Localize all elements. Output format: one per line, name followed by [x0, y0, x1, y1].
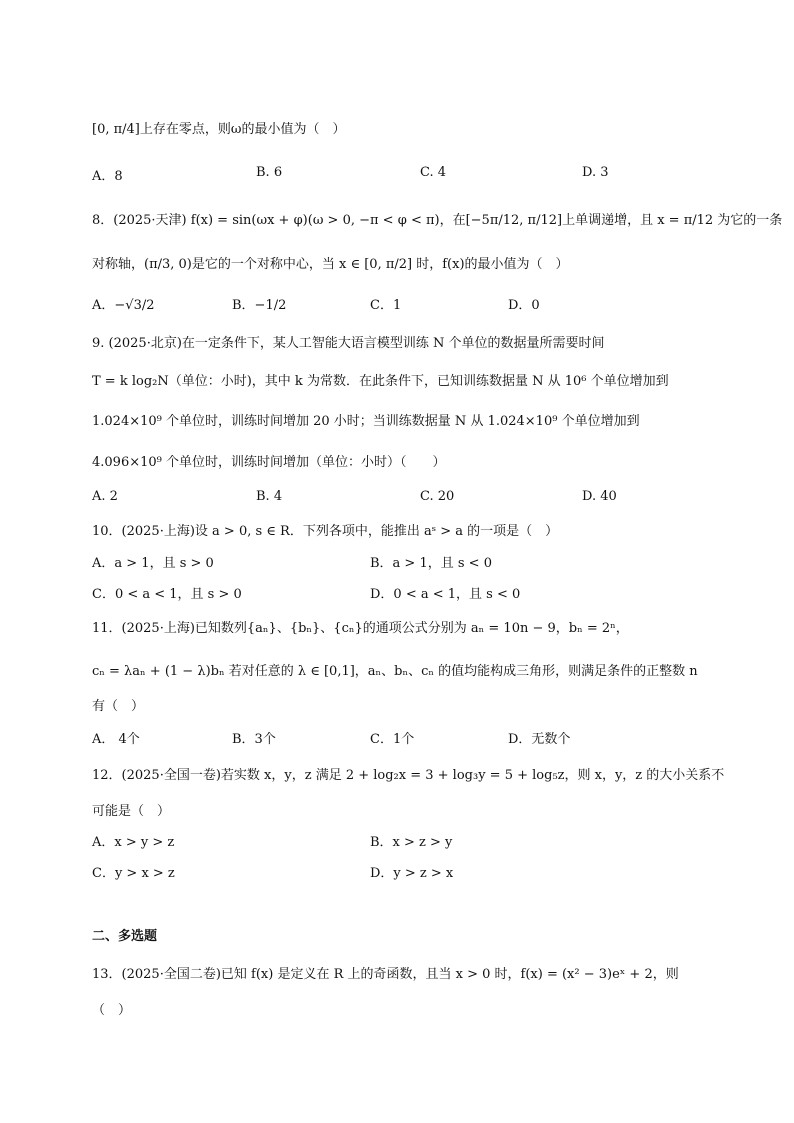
- q12-option-c: C．y > x > z: [92, 866, 175, 881]
- q9-line1: 9. (2025·北京)在一定条件下，某人工智能大语言模型训练 N 个单位的数据量所需要时间: [92, 336, 605, 351]
- q8-line1: 8．(2025·天津) f(x) = sin(ωx + φ)(ω > 0, −π < φ < π)，在[−5π/12, π/12]上单调递增，且 x = π/12 为它的一条: [92, 213, 783, 228]
- q7-option-b: B. 6: [256, 165, 283, 180]
- q11-line2: cₙ = λaₙ + (1 − λ)bₙ 若对任意的 λ ∈ [0,1]，aₙ、bₙ、cₙ 的值均能构成三角形，则满足条件的正整数 n: [92, 664, 698, 679]
- q12-option-a: A．x > y > z: [92, 835, 175, 850]
- q8-option-d: D．0: [508, 298, 540, 313]
- q9-line2: T = k log₂N（单位：小时)，其中 k 为常数．在此条件下，已知训练数据量 N 从 10⁶ 个单位增加到: [92, 374, 669, 389]
- q9-option-a: A. 2: [92, 489, 118, 504]
- q11-option-a: A． 4个: [92, 732, 140, 747]
- q8-option-c: C．1: [370, 298, 402, 313]
- q7-option-c: C. 4: [420, 165, 447, 180]
- q12-option-b: B．x > z > y: [370, 835, 453, 850]
- q12-option-d: D．y > z > x: [370, 866, 454, 881]
- q11-option-c: C．1个: [370, 732, 415, 747]
- q11-option-b: B．3个: [232, 732, 276, 747]
- q10-option-c: C．0 < a < 1，且 s > 0: [92, 587, 242, 602]
- q9-option-b: B. 4: [256, 489, 283, 504]
- q11-line1: 11．(2025·上海)已知数列{aₙ}、{bₙ}、{cₙ}的通项公式分别为 aₙ = 10n − 9，bₙ = 2ⁿ，: [92, 621, 629, 636]
- q10-line1: 10．(2025·上海)设 a > 0, s ∈ R．下列各项中，能推出 aˢ > a 的一项是（ ）: [92, 524, 559, 539]
- q10-option-d: D．0 < a < 1，且 s < 0: [370, 587, 521, 602]
- q12-line1: 12．(2025·全国一卷)若实数 x，y，z 满足 2 + log₂x = 3 + log₃y = 5 + log₅z，则 x，y，z 的大小关系不: [92, 768, 725, 783]
- q9-line4: 4.096×10⁹ 个单位时，训练时间增加（单位：小时）（ ）: [92, 455, 446, 470]
- q7-text: [0, π/4]上存在零点，则ω的最小值为（ ）: [92, 122, 346, 137]
- q9-line3: 1.024×10⁹ 个单位时，训练时间增加 20 小时；当训练数据量 N 从 1.024×10⁹ 个单位增加到: [92, 414, 640, 429]
- q11-option-d: D．无数个: [508, 732, 571, 747]
- q8-line2: 对称轴，(π/3, 0)是它的一个对称中心，当 x ∈ [0, π/2] 时，f(x)的最小值为（ ）: [92, 257, 569, 272]
- q10-option-a: A．a > 1，且 s > 0: [92, 556, 214, 571]
- q7-option-d: D. 3: [582, 165, 609, 180]
- q9-option-c: C. 20: [420, 489, 455, 504]
- q8-option-b: B．−1/2: [232, 298, 287, 313]
- q13-line2: （ ）: [92, 1003, 132, 1018]
- q13-line1: 13．(2025·全国二卷)已知 f(x) 是定义在 R 上的奇函数，且当 x > 0 时，f(x) = (x² − 3)eˣ + 2，则: [92, 967, 679, 982]
- q7-option-a: A．8: [92, 169, 123, 184]
- section-heading: 二、多选题: [92, 929, 158, 944]
- q9-option-d: D. 40: [582, 489, 617, 504]
- q12-line2: 可能是（ ）: [92, 804, 171, 819]
- q11-line3: 有（ ）: [92, 699, 145, 714]
- q10-option-b: B．a > 1，且 s < 0: [370, 556, 492, 571]
- q8-option-a: A．−√3/2: [92, 298, 155, 313]
